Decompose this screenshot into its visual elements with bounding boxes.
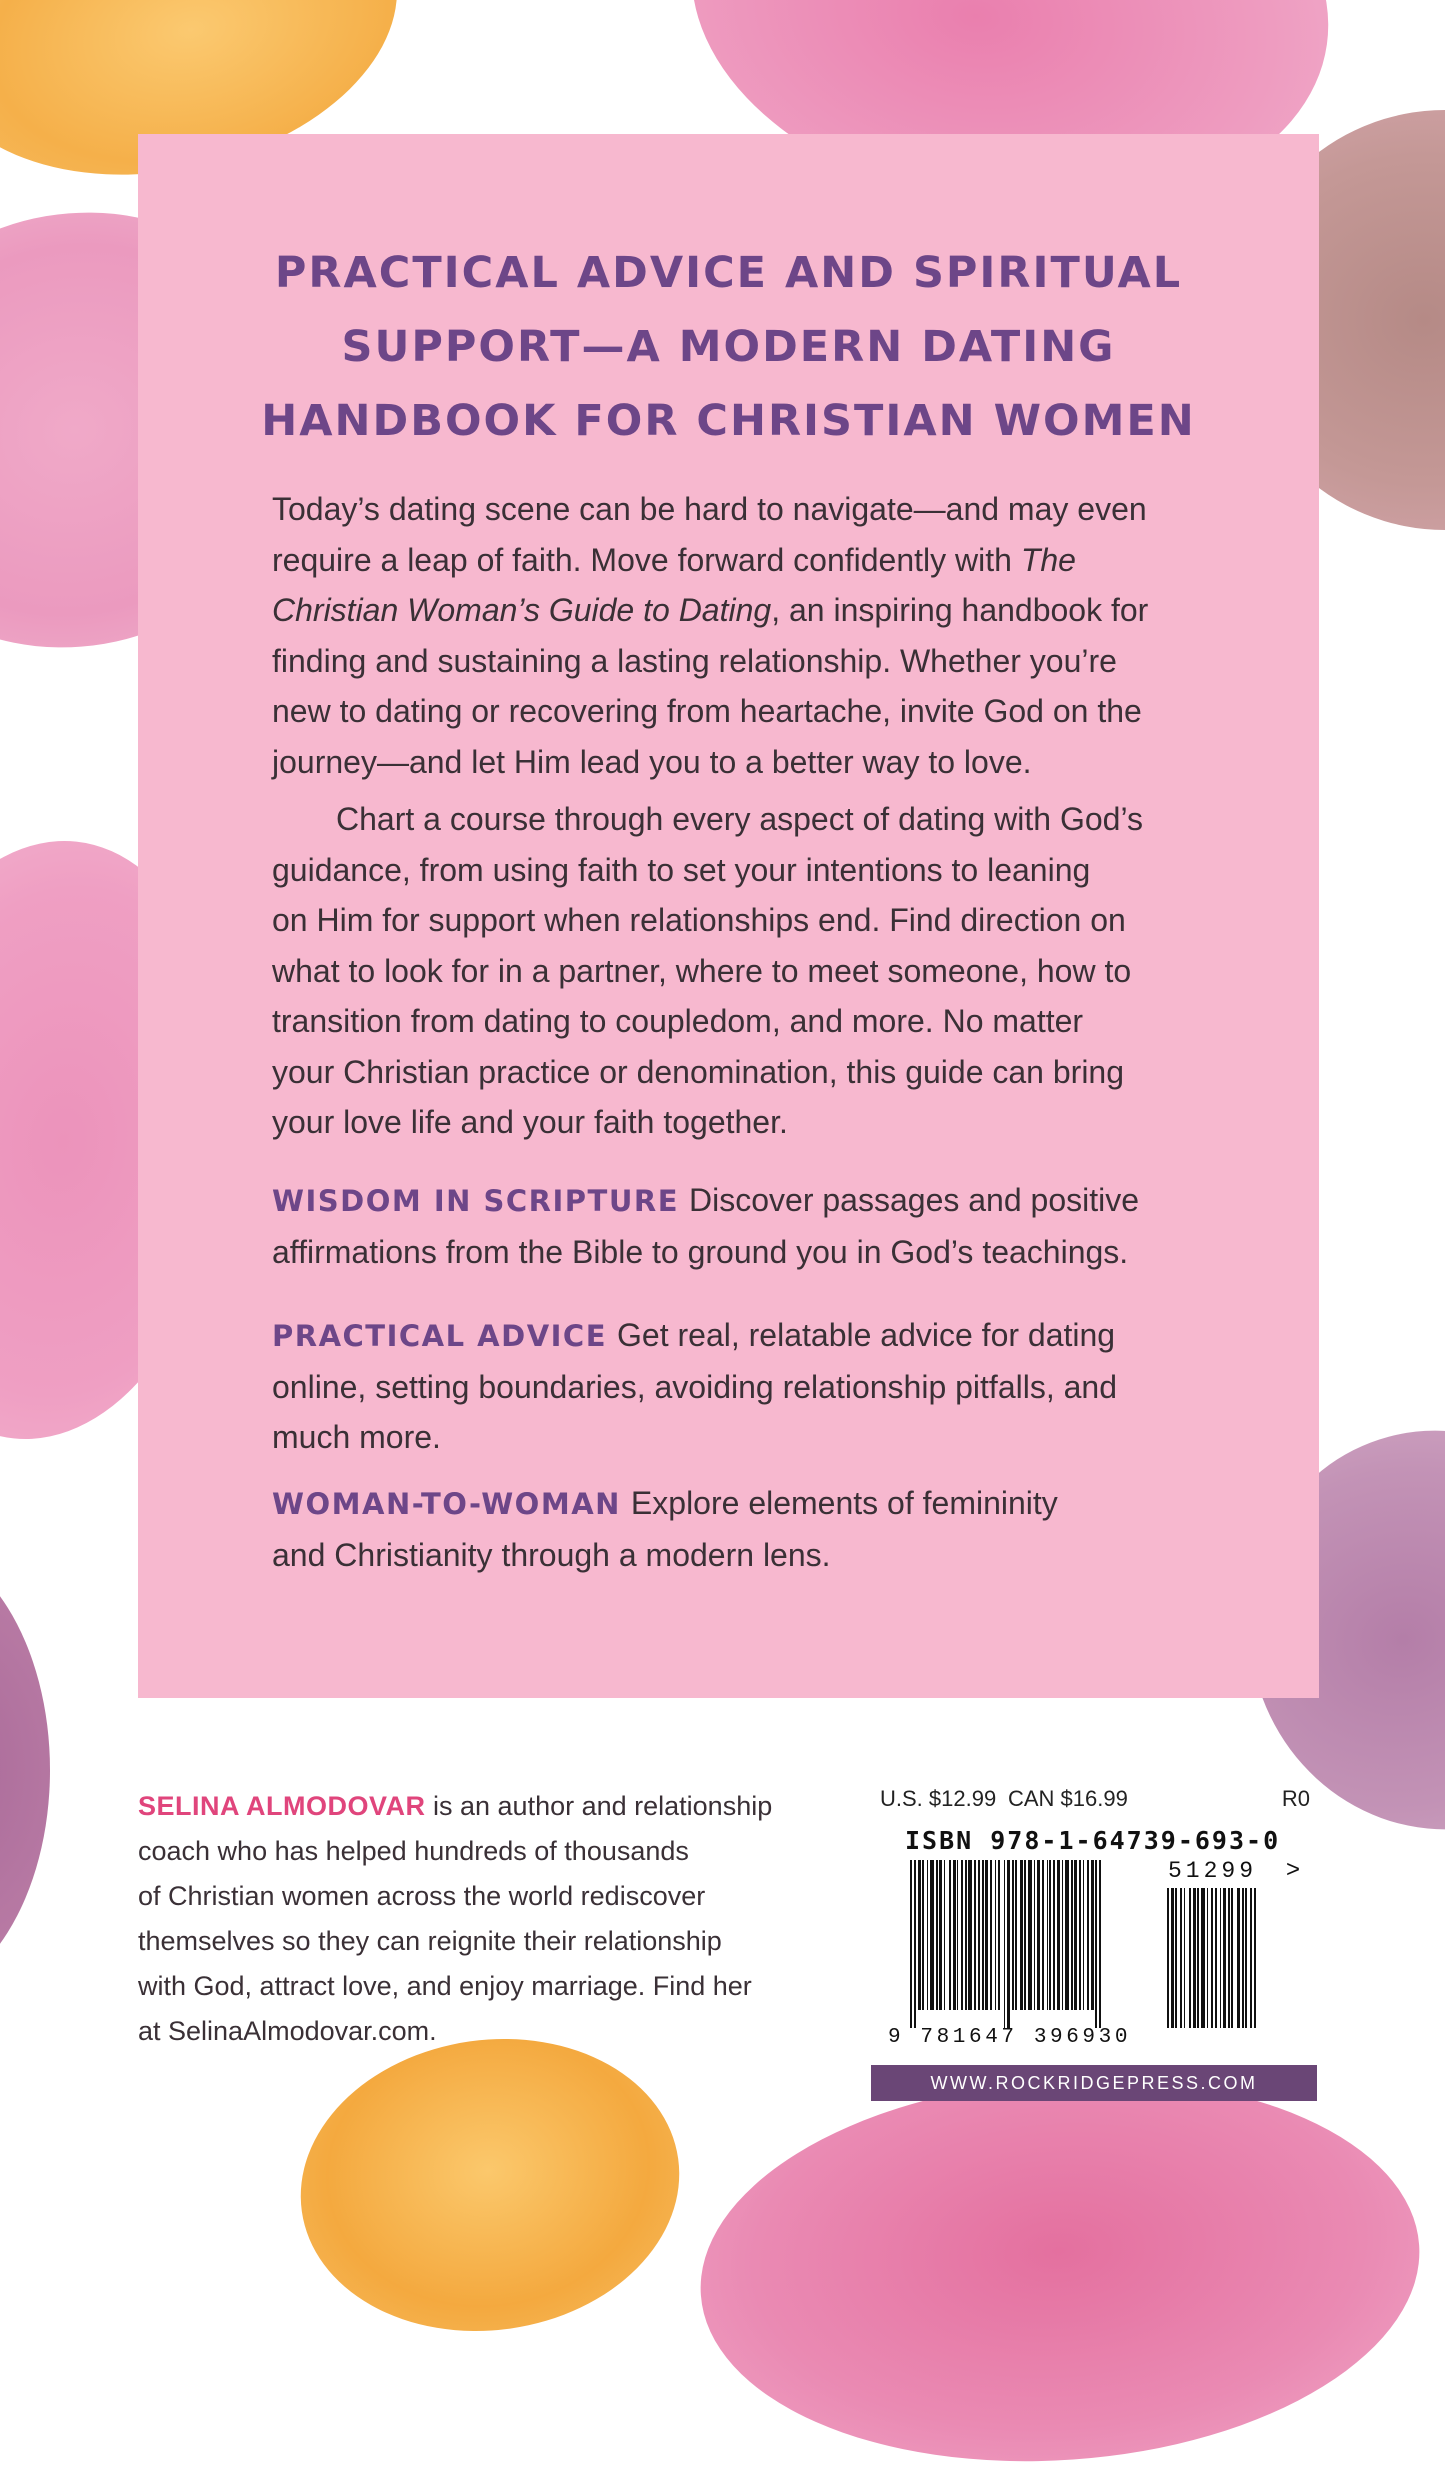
description-panel <box>138 134 1319 1698</box>
text-line: journey—and let Him lead you to a better way to love. <box>272 743 1032 780</box>
text-span: Discover passages and positive <box>689 1182 1140 1218</box>
headline-line: HANDBOOK FOR CHRISTIAN WOMEN <box>261 396 1196 446</box>
text-line: and Christianity through a modern lens. <box>272 1536 831 1573</box>
text-line <box>272 535 1212 586</box>
text-line: online, setting boundaries, avoiding relationship pitfalls, and <box>272 1368 1117 1405</box>
book-title-part: Christian Woman’s Guide to Dating <box>272 592 772 628</box>
text-span: , an inspiring handbook for <box>771 592 1149 628</box>
price-can: CAN $16.99 <box>1008 1786 1128 1811</box>
text-span: is an author and relationship <box>425 1791 773 1821</box>
barcode-icon <box>910 1860 1160 2028</box>
author-bio <box>138 1784 838 2054</box>
headline-line: PRACTICAL ADVICE AND SPIRITUAL <box>274 248 1183 298</box>
text-line: much more. <box>272 1419 441 1455</box>
feature-wisdom-in-scripture <box>272 1175 1212 1277</box>
watercolor-orange-bottom <box>282 2015 699 2355</box>
text-line: with God, attract love, and enjoy marriage. Find her <box>138 1971 752 2001</box>
text-line <box>272 1310 1212 1362</box>
text-line: your Christian practice or denomination, this guide can bring <box>272 1053 1125 1090</box>
feature-practical-advice <box>272 1310 1212 1463</box>
text-line: finding and sustaining a lasting relationship. Whether you’re <box>272 642 1117 679</box>
headline-line: SUPPORT—A MODERN DATING <box>341 322 1116 372</box>
feature-title: WISDOM IN SCRIPTURE <box>272 1184 680 1218</box>
text-line: Today’s dating scene can be hard to navigate—and may even <box>272 491 1147 527</box>
text-line <box>272 1175 1212 1227</box>
text-line: Chart a course through every aspect of dating with God’s <box>336 801 1143 837</box>
text-line: transition from dating to coupledom, and more. No matter <box>272 1003 1084 1039</box>
text-line: coach who has helped hundreds of thousands <box>138 1836 689 1866</box>
text-line <box>138 1784 838 1829</box>
addon-arrow: > <box>1286 1856 1301 1883</box>
barcode-digits: 9 781647 396930 <box>888 2026 1132 2049</box>
text-line: affirmations from the Bible to ground you in God’s teachings. <box>272 1233 1129 1270</box>
isbn-label: ISBN 978-1-64739-693-0 <box>905 1826 1281 1855</box>
price-code: R0 <box>1281 1786 1310 1811</box>
text-line: themselves so they can reignite their relationship <box>138 1926 722 1956</box>
text-line: guidance, from using faith to set your intentions to leaning <box>272 851 1091 888</box>
addon-digits: 51299 <box>1168 1858 1258 1884</box>
text-line: what to look for in a partner, where to meet someone, how to <box>272 952 1132 989</box>
text-line <box>272 1478 1212 1530</box>
author-name: SELINA ALMODOVAR <box>138 1791 426 1821</box>
price-us: U.S. $12.99 <box>880 1786 997 1811</box>
text-span: Get real, relatable advice for dating <box>617 1317 1116 1353</box>
text-span: require a leap of faith. Move forward confidently with <box>272 541 1021 578</box>
text-span: Explore elements of femininity <box>630 1485 1058 1521</box>
intro-paragraph <box>272 484 1212 787</box>
text-line <box>272 585 1212 636</box>
book-title-part: The <box>1020 541 1076 578</box>
text-line: new to dating or recovering from heartache, invite God on the <box>272 693 1142 729</box>
text-line: of Christian women across the world rediscover <box>138 1881 706 1911</box>
feature-title: PRACTICAL ADVICE <box>272 1319 608 1353</box>
watercolor-pink-bottom <box>688 2055 1433 2484</box>
text-line: on Him for support when relationships end. Find direction on <box>272 902 1126 938</box>
publisher-website[interactable]: WWW.ROCKRIDGEPRESS.COM <box>871 2065 1317 2101</box>
watercolor-purple-left <box>0 1540 50 2000</box>
headline <box>138 236 1319 458</box>
second-paragraph <box>272 794 1212 1148</box>
author-website-text: at SelinaAlmodovar.com. <box>138 2016 437 2046</box>
feature-title: WOMAN-TO-WOMAN <box>272 1487 621 1521</box>
text-line: your love life and your faith together. <box>272 1104 788 1140</box>
feature-woman-to-woman <box>272 1478 1212 1580</box>
addon-barcode-icon <box>1167 1888 1285 2028</box>
